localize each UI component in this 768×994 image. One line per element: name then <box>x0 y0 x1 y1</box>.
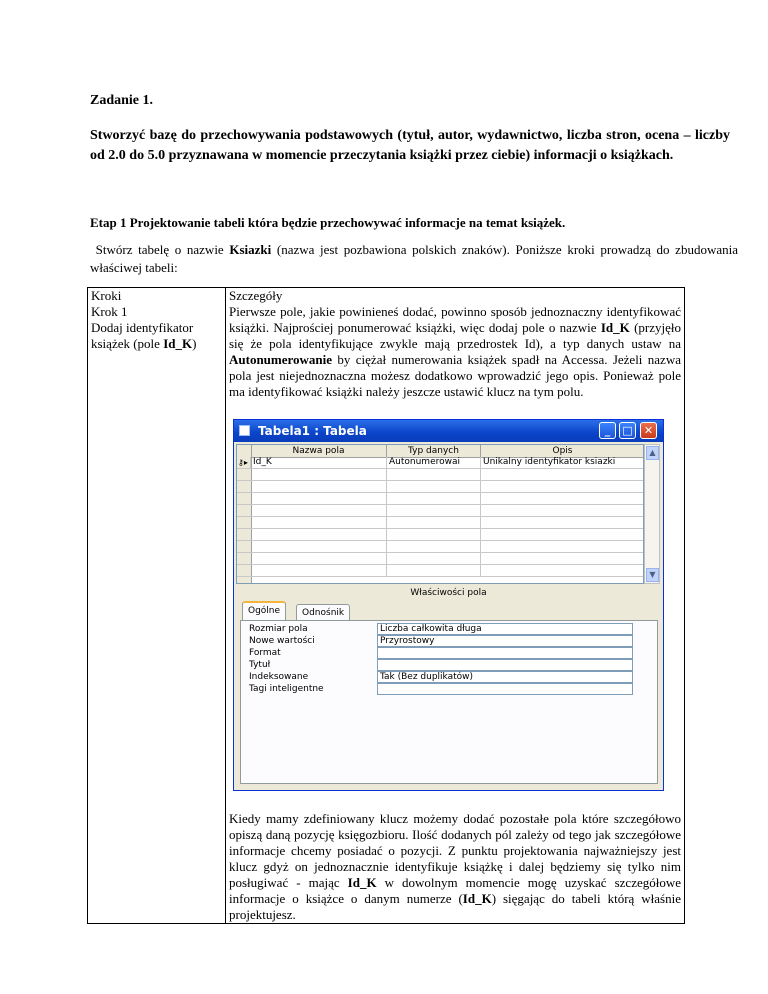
exercise-heading: Zadanie 1. <box>90 93 154 108</box>
steps-left-cell <box>88 288 226 924</box>
step-desc-line2: książek (pole Id_K) <box>91 336 197 351</box>
step-number: Krok 1 <box>91 304 128 319</box>
property-value[interactable]: Liczba całkowita długa <box>377 623 633 635</box>
property-value[interactable] <box>377 659 633 671</box>
window-titlebar <box>234 420 663 442</box>
property-label: Nowe wartości <box>249 636 315 646</box>
property-label: Indeksowane <box>249 672 309 682</box>
col-header-details: Szczegóły <box>229 288 283 303</box>
steps-table <box>87 287 685 924</box>
close-icon[interactable]: ✕ <box>640 422 657 439</box>
tab-general[interactable]: Ogólne <box>242 601 286 623</box>
steps-right-cell <box>226 288 685 924</box>
details-paragraph-2: Kiedy mamy zdefiniowany klucz możemy dodać pozostałe pola które szczegółowo opiszą daną pozycję księgozbioru. Ilość dodanych pól zależy od tego jak szczegółowe informacje chcemy posiadać o pozycji. Z punktu projektowania najważniejszy jest klucz gdyż on jednoznacznie identyfikuje książkę i dalej będziemy się tylko nim posługiwać - mając Id_K w dowolnym momencie mogę uzyskać szczegółowe informacje o książce o danym numerze (Id_K) sięgając do tabeli którą właśnie projektujesz. <box>229 811 682 922</box>
table-icon <box>239 425 250 436</box>
property-label: Rozmiar pola <box>249 624 308 634</box>
access-table-design-window <box>233 419 664 791</box>
exercise-intro: Stworzyć bazę do przechowywania podstawowych (tytuł, autor, wydawnictwo, liczba stron, ocena – liczby od 2.0 do 5.0 przyznawana w momencie przeczytania książki przez ciebie) informacji o książkach. <box>90 128 730 163</box>
field-properties-label: Właściwości pola <box>410 588 487 598</box>
instruction-paragraph: Stwórz tabelę o nazwie Ksiazki (nazwa jest pozbawiona polskich znaków). Poniższe kroki prowadzą do zbudowania właściwej tabeli: <box>90 242 738 275</box>
properties-pane <box>240 620 658 784</box>
property-value[interactable] <box>377 683 633 695</box>
scroll-down-icon[interactable]: ▼ <box>646 568 659 582</box>
col-header-steps: Kroki <box>91 288 122 303</box>
table-row[interactable] <box>237 529 644 541</box>
data-type-cell[interactable]: Autonumerowai <box>387 457 481 469</box>
description-cell[interactable]: Unikalny identyfikator ksiazki <box>483 457 616 467</box>
property-label: Tytuł <box>249 660 271 670</box>
table-row[interactable] <box>237 493 644 505</box>
maximize-icon[interactable]: □ <box>619 422 636 439</box>
vertical-scrollbar[interactable] <box>644 444 660 584</box>
step-desc-line1: Dodaj identyfikator <box>91 320 194 335</box>
scroll-up-icon[interactable]: ▲ <box>646 446 659 460</box>
col-field-name: Nazwa pola <box>251 445 387 457</box>
minimize-icon[interactable]: _ <box>599 422 616 439</box>
primary-key-icon: ⚷▸ <box>237 457 251 469</box>
property-value[interactable]: Przyrostowy <box>377 635 633 647</box>
tab-lookup[interactable]: Odnośnik <box>296 604 350 622</box>
field-grid[interactable] <box>236 444 644 584</box>
table-row[interactable] <box>237 469 644 481</box>
table-name: Ksiazki <box>229 242 272 257</box>
col-data-type: Typ danych <box>387 445 481 457</box>
property-label: Format <box>249 648 281 658</box>
stage-title: Etap 1 Projektowanie tabeli która będzie przechowywać informacje na temat książek. <box>90 215 566 230</box>
details-paragraph-1: Pierwsze pole, jakie powinieneś dodać, powinno sposób jednoznaczny identyfikować książki. Najprościej ponumerować książki, więc dodaj pole o nazwie Id_K (przyjęło się że pola identyfikujące zwykle mają przedrostek Id), a typ danych ustaw na Autonumerowanie by ciężał numerowania książek spadł na Accessa. Jeżeli nazwa pola jest niejednoznaczna możesz dodatkowo wprowadzić jego opis. Ponieważ pole ma identyfikować książki należy jeszcze ustawić klucz na tym polu. <box>229 304 682 399</box>
property-value[interactable] <box>377 647 633 659</box>
table-row[interactable] <box>237 553 644 565</box>
property-label: Tagi inteligentne <box>249 684 324 694</box>
table-row[interactable] <box>237 457 644 469</box>
field-name-cell[interactable]: Id_K <box>251 457 387 469</box>
table-row[interactable] <box>237 541 644 553</box>
table-row[interactable] <box>237 517 644 529</box>
window-title: Tabela1 : Tabela <box>258 424 367 438</box>
col-description: Opis <box>481 445 644 457</box>
property-value[interactable]: Tak (Bez duplikatów) <box>377 671 633 683</box>
table-row[interactable] <box>237 505 644 517</box>
table-row[interactable] <box>237 481 644 493</box>
table-row[interactable] <box>237 565 644 577</box>
